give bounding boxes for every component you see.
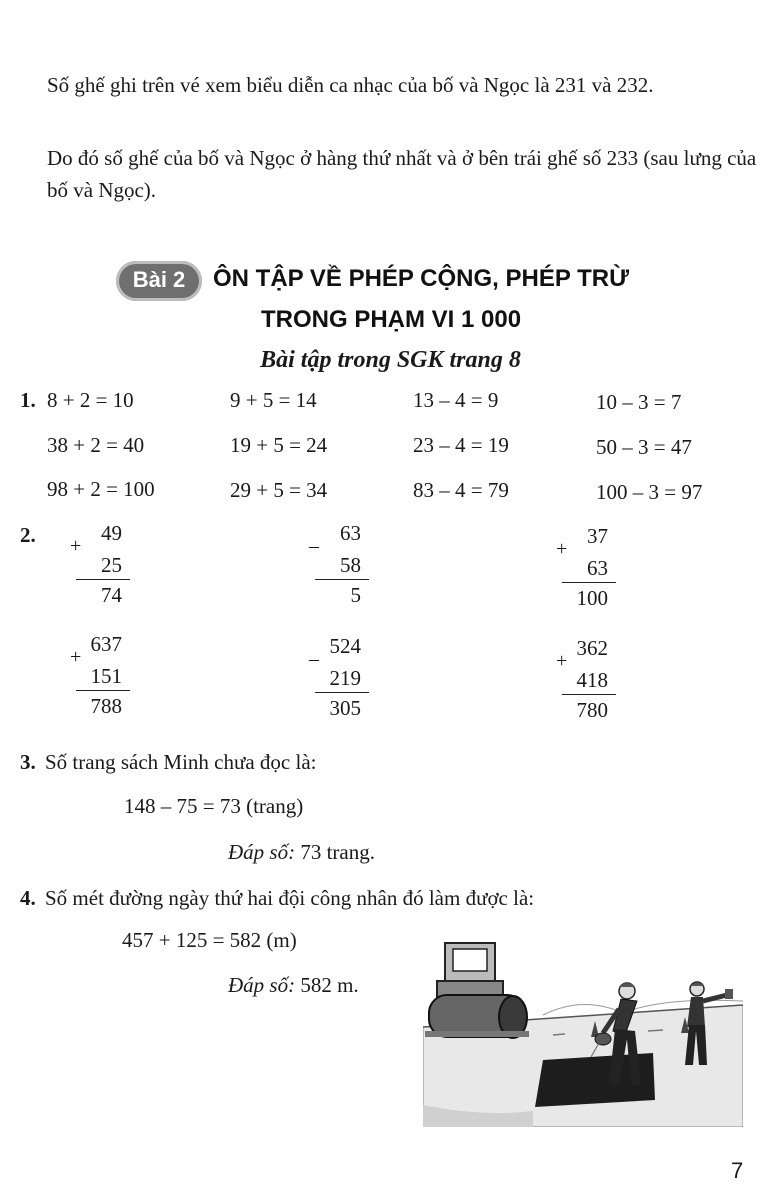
exercise-2-number: 2. [20,523,36,547]
lesson-badge-label: Bài 2 [132,267,186,292]
ex1-r0-c3: 10 – 3 = 7 [596,390,682,414]
operand-bottom: 58 [340,553,361,577]
operand-top: 49 [101,521,122,545]
lesson-title-line-2: TRONG PHẠM VI 1 000 [261,306,522,333]
page-number: 7 [731,1158,744,1183]
minus-sign: – [309,535,319,557]
ex1-r1-c0: 38 + 2 = 40 [47,433,145,457]
operand-top: 637 [90,632,122,656]
intro-paragraph-1: Số ghế ghi trên vé xem biểu diễn ca nhạc của bố và Ngọc là 231 và 232. [47,73,654,97]
exercise-4-text: Số mét đường ngày thứ hai đội công nhân đó làm được là: [45,886,535,910]
result: 100 [576,586,608,610]
intro-paragraph-2: Do đó số ghế của bố và Ngọc ở hàng thứ nhất và ở bên trái ghế số 233 (sau lưng của bố và Ngọc). [47,146,757,202]
result: 74 [101,583,122,607]
result-line [315,692,369,693]
plus-sign: + [556,650,568,672]
ex1-r1-c2: 23 – 4 = 19 [413,433,509,457]
ex1-r0-c2: 13 – 4 = 9 [413,388,499,412]
result-line [315,579,369,580]
operand-top: 63 [340,521,361,545]
operand-bottom: 418 [576,668,608,692]
operand-bottom: 25 [101,553,122,577]
operand-bottom: 151 [90,664,122,688]
road-roller-icon [425,943,529,1038]
minus-sign: – [309,648,319,670]
answer-value: 73 trang. [300,840,375,864]
ex1-r0-c0: 8 + 2 = 10 [47,388,134,412]
ex1-r2-c3: 100 – 3 = 97 [596,480,703,504]
road-workers-illustration [423,935,743,1127]
answer-value: 582 m. [300,973,359,997]
plus-sign: + [70,646,82,668]
operand-bottom: 63 [587,556,608,580]
lesson-subtitle: Bài tập trong SGK trang 8 [260,347,521,373]
exercise-1-number: 1. [20,388,36,412]
lesson-title-line-1: ÔN TẬP VỀ PHÉP CỘNG, PHÉP TRỪ [213,265,630,292]
operand-top: 524 [329,634,361,658]
lesson-badge [116,261,202,301]
result: 788 [90,694,122,718]
exercise-3-answer [228,840,375,865]
ex1-r0-c1: 9 + 5 = 14 [230,388,317,412]
answer-label: Đáp số: [228,973,296,997]
result-line [76,690,130,691]
ex1-r2-c2: 83 – 4 = 79 [413,478,509,502]
result-line [562,694,616,695]
operand-top: 37 [587,524,608,548]
operand-bottom: 219 [329,666,361,690]
answer-label: Đáp số: [228,840,296,864]
exercise-4-answer [228,973,359,998]
exercise-4-calculation: 457 + 125 = 582 (m) [122,928,297,952]
exercise-3-text: Số trang sách Minh chưa đọc là: [45,750,317,774]
exercise-4-number: 4. [20,886,36,910]
exercise-3-calculation: 148 – 75 = 73 (trang) [124,794,304,818]
operand-top: 362 [576,636,608,660]
result: 780 [576,698,608,722]
result-line [76,579,130,580]
ex1-r1-c3: 50 – 3 = 47 [596,435,692,459]
plus-sign: + [556,538,568,560]
exercise-3-number: 3. [20,750,36,774]
ex1-r2-c0: 98 + 2 = 100 [47,477,155,501]
ex1-r2-c1: 29 + 5 = 34 [230,478,328,502]
ex1-r1-c1: 19 + 5 = 24 [230,433,328,457]
result-line [562,582,616,583]
result: 305 [329,696,361,720]
plus-sign: + [70,535,82,557]
result: 5 [350,583,361,607]
